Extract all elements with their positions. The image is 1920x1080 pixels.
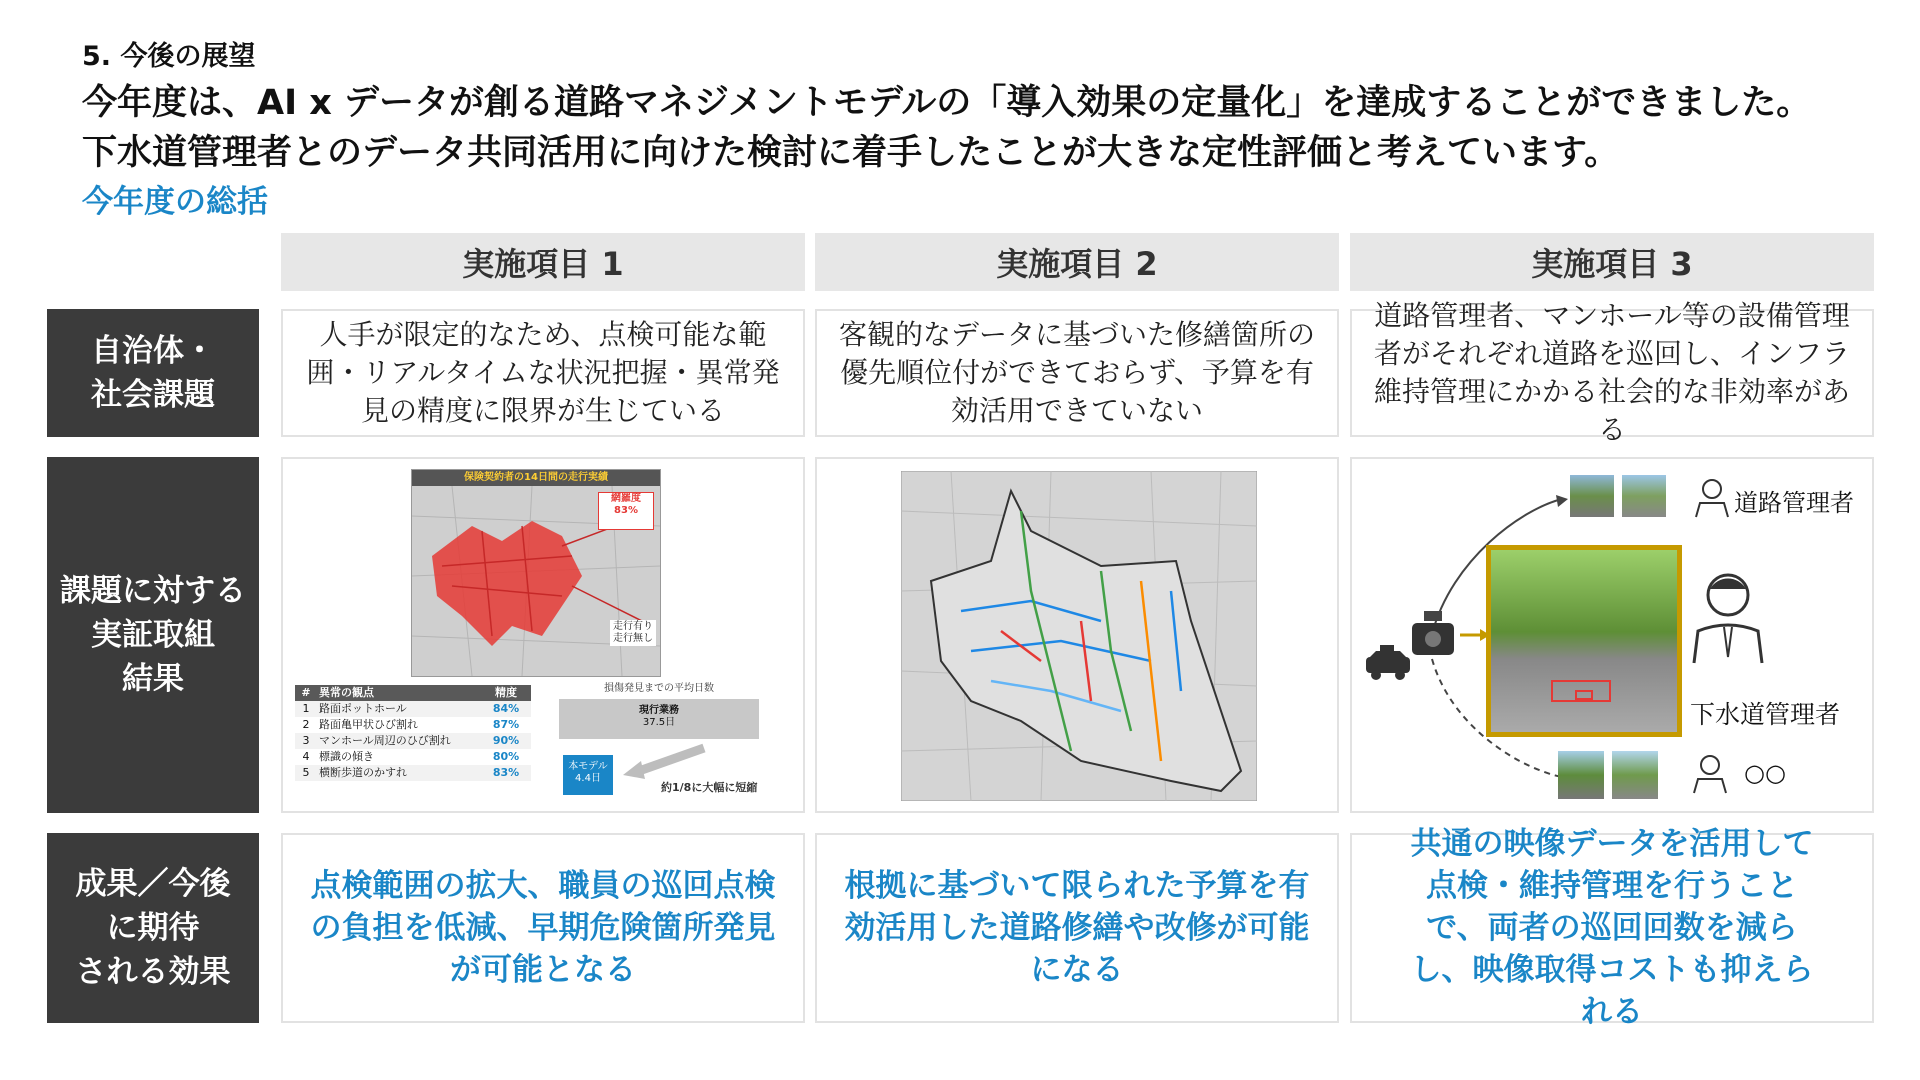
road-manager-label: 道路管理者 bbox=[1734, 489, 1854, 517]
coverage-value: 83% bbox=[614, 505, 638, 516]
table-cell-index: 3 bbox=[302, 734, 310, 747]
model-value: 4.4日 bbox=[575, 773, 601, 784]
other-manager-label: ○○ bbox=[1744, 759, 1786, 787]
issue-cell-2 bbox=[815, 309, 1339, 437]
section-label: 5. 今後の展望 bbox=[82, 41, 256, 72]
column-header-3: 実施項目 3 bbox=[1350, 233, 1874, 291]
coverage-label: 網羅度 bbox=[611, 493, 641, 504]
detection-box-inner bbox=[1575, 690, 1593, 700]
model-label: 本モデル bbox=[568, 761, 608, 772]
table-cell-accuracy: 90% bbox=[492, 734, 520, 747]
table-cell-index: 4 bbox=[302, 750, 310, 763]
road-photo bbox=[1486, 545, 1682, 737]
column-header-2: 実施項目 2 bbox=[815, 233, 1339, 291]
table-header-index: # bbox=[301, 686, 311, 699]
coverage-map bbox=[411, 469, 661, 677]
road-thumb-4 bbox=[1612, 751, 1658, 799]
result-cell-2 bbox=[815, 457, 1339, 813]
legend-driven: 走行有り bbox=[613, 621, 653, 632]
reduction-arrow-icon bbox=[619, 743, 709, 783]
table-cell-accuracy: 83% bbox=[492, 766, 520, 779]
issue-cell-3 bbox=[1350, 299, 1874, 446]
current-bar bbox=[559, 699, 759, 739]
table-cell-accuracy: 87% bbox=[492, 718, 520, 731]
table-row bbox=[295, 765, 531, 781]
coverage-map-title: 保険契約者の14日間の走行実績 bbox=[412, 470, 660, 486]
table-cell-aspect: マンホール周辺のひび割れ bbox=[319, 734, 451, 747]
table-cell-accuracy: 80% bbox=[492, 750, 520, 763]
table-row bbox=[295, 717, 531, 733]
table-cell-aspect: 横断歩道のかすれ bbox=[319, 766, 407, 779]
table-header-accuracy: 精度 bbox=[495, 686, 517, 699]
dashcam-icon bbox=[1410, 611, 1456, 659]
sewer-manager-person-icon bbox=[1688, 567, 1768, 667]
table-row bbox=[295, 749, 531, 765]
table-cell-accuracy: 84% bbox=[492, 702, 520, 715]
table-cell-aspect: 標識の傾き bbox=[319, 750, 374, 763]
table-row bbox=[295, 733, 531, 749]
effect-text-1: 点検範囲の拡大、職員の巡回点検の負担を低減、早期危険箇所発見が可能となる bbox=[310, 868, 776, 988]
result-cell-3 bbox=[1350, 457, 1874, 813]
road-priority-map bbox=[901, 471, 1257, 801]
row-label-effects: 成果／今後 に期待 される効果 bbox=[47, 833, 259, 1023]
table-cell-index: 2 bbox=[302, 718, 310, 731]
road-thumb-1 bbox=[1570, 475, 1614, 517]
taxi-icon bbox=[1362, 643, 1414, 685]
effect-cell-2 bbox=[815, 833, 1339, 1023]
current-label: 現行業務 bbox=[639, 705, 679, 716]
result-cell-1 bbox=[281, 457, 805, 813]
summary-title: 今年度の総括 bbox=[82, 184, 268, 220]
headline-line-2: 下水道管理者とのデータ共同活用に向けた検討に着手したことが大きな定性評価と考えています。 bbox=[82, 133, 1620, 173]
row-label-issues: 自治体・ 社会課題 bbox=[47, 309, 259, 437]
coverage-badge bbox=[598, 492, 654, 530]
issue-cell-1 bbox=[281, 309, 805, 437]
effect-text-3: 共通の映像データを活用して点検・維持管理を行うことで、両者の巡回回数を減らし、映像取得コストも抑えられる bbox=[1410, 826, 1814, 1030]
issue-text-3: 道路管理者、マンホール等の設備管理者がそれぞれ道路を巡回し、インフラ維持管理にかかる社会的な非効率がある bbox=[1373, 299, 1850, 446]
headline-line-1: 今年度は、AI x データが創る道路マネジメントモデルの「導入効果の定量化」を達成することができました。 bbox=[82, 83, 1812, 123]
map-legend bbox=[610, 620, 656, 646]
other-manager-person-icon bbox=[1690, 753, 1730, 795]
table-cell-aspect: 路面ポットホール bbox=[319, 702, 407, 715]
column-header-1: 実施項目 1 bbox=[281, 233, 805, 291]
table-cell-index: 5 bbox=[302, 766, 310, 779]
effect-cell-1 bbox=[281, 833, 805, 1023]
reduction-text: 約1/8に大幅に短縮 bbox=[661, 781, 758, 794]
table-row bbox=[295, 701, 531, 717]
sewer-manager-label: 下水道管理者 bbox=[1690, 700, 1841, 729]
row-label-results: 課題に対する 実証取組 結果 bbox=[47, 457, 259, 813]
model-bar bbox=[563, 755, 613, 795]
headline bbox=[82, 78, 1882, 178]
road-manager-person-icon bbox=[1692, 477, 1732, 519]
effect-cell-3 bbox=[1350, 826, 1874, 1030]
table-cell-aspect: 路面亀甲状ひび割れ bbox=[319, 718, 418, 731]
legend-not-driven: 走行無し bbox=[613, 633, 653, 644]
road-thumb-3 bbox=[1558, 751, 1604, 799]
accuracy-table bbox=[295, 685, 531, 781]
road-thumb-2 bbox=[1622, 475, 1666, 517]
avg-days-title: 損傷発見までの平均日数 bbox=[604, 683, 714, 694]
table-header-aspect: 異常の観点 bbox=[319, 686, 374, 699]
issue-text-2: 客観的なデータに基づいた修繕箇所の優先順位付ができておらず、予算を有効活用できていない bbox=[838, 318, 1315, 427]
current-value: 37.5日 bbox=[642, 717, 676, 728]
effect-text-2: 根拠に基づいて限られた予算を有効活用した道路修繕や改修が可能になる bbox=[844, 868, 1310, 988]
table-cell-index: 1 bbox=[302, 702, 310, 715]
issue-text-1: 人手が限定的なため、点検可能な範囲・リアルタイムな状況把握・異常発見の精度に限界が生じている bbox=[306, 318, 780, 427]
